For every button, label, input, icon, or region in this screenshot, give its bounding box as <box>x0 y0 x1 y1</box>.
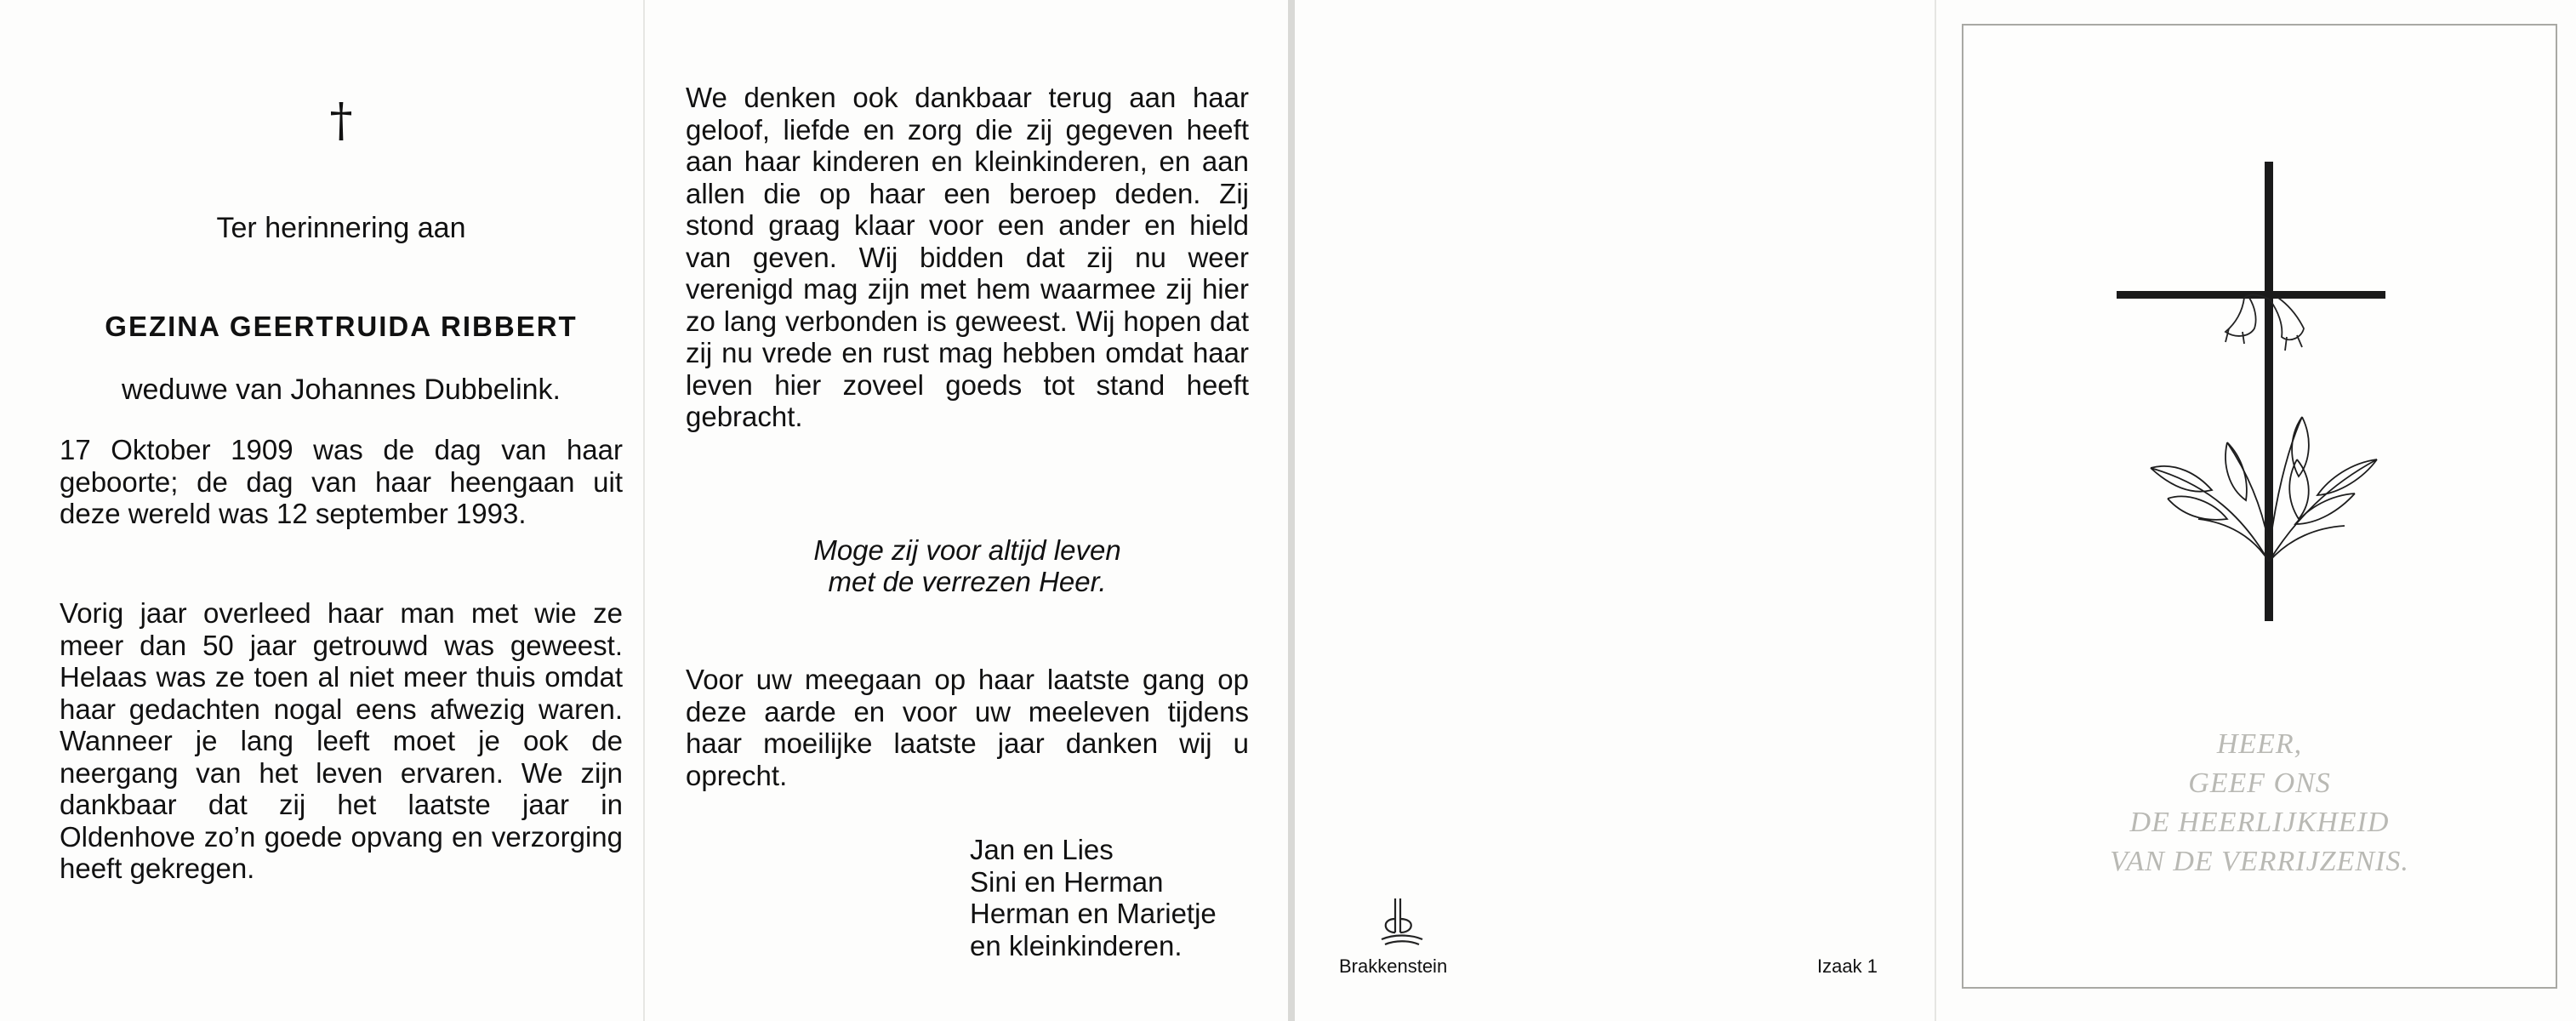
signatures <box>970 834 1217 961</box>
small-cross-icon: † <box>329 94 353 147</box>
deceased-name: GEZINA GEERTRUIDA RIBBERT <box>105 311 578 342</box>
signature-line: en kleinkinderen. <box>970 929 1183 961</box>
publisher-name: Brakkenstein <box>1339 955 1448 977</box>
verse-line: GEEF ONS <box>2188 767 2331 799</box>
birth-death-paragraph: 17 Oktober 1909 was de dag van haar geboorte; de dag van haar heengaan uit deze wereld was 12 september 1993. <box>60 434 623 529</box>
print-code: Izaak 1 <box>1817 955 1878 977</box>
signature-line: Herman en Marietje <box>970 898 1217 929</box>
signature-line: Jan en Lies <box>970 834 1114 865</box>
faith-paragraph: We denken ook dankbaar terug aan haar geloof, liefde en zorg die zij gegeven heeft aan haar kinderen en kleinkinderen, en aan allen die op haar een beroep deden. Zij stond graag klaar voor een ander en hield van geven. Wij bidden dat zij nu weer verenigd mag zijn met hem waarmee zij hier zo lang verbonden is geweest. Wij hopen dat zij nu vrede en rust mag hebben omdat haar leven hier zoveel goeds tot stand heeft gebracht. <box>686 82 1249 432</box>
fold-line <box>643 0 645 1021</box>
verse-line: DE HEERLIJKHEID <box>2129 807 2390 838</box>
outer-spread <box>1295 0 2576 1021</box>
leaves-icon <box>2151 417 2377 562</box>
brakkenstein-logo-icon <box>1376 895 1428 948</box>
intro-line: Ter herinnering aan <box>216 212 466 244</box>
life-paragraph: Vorig jaar overleed haar man met wie ze meer dan 50 jaar getrouwd was geweest. Helaas was ze toen al niet meer thuis omdat haar gedachten nogal eens afwezig waren. Wanneer je lang leeft moet je ook de neergang van het leven ervaren. We zijn dankbaar dat zij het laatste jaar in Oldenhove zo’n goede opvang en verzorging heeft gekregen. <box>60 597 623 884</box>
front-cover <box>1962 24 2557 989</box>
verse-line: HEER, <box>2216 728 2303 760</box>
widow-line: weduwe van Johannes Dubbelink. <box>121 374 561 406</box>
quote-line-1: Moge zij voor altijd leven <box>813 534 1121 566</box>
fold-line <box>1935 0 1936 1021</box>
cover-verse <box>1963 725 2556 881</box>
quote-line-2: met de verrezen Heer. <box>828 566 1107 597</box>
verse-line: VAN DE VERRIJZENIS. <box>2110 846 2409 877</box>
thanks-paragraph: Voor uw meegaan op haar laatste gang op deze aarde en voor uw meeleven tijdens haar moeilijke laatste jaar danken wij u oprecht. <box>686 664 1249 791</box>
cross-with-flowers-illustration <box>2117 162 2406 655</box>
signature-line: Sini en Herman <box>970 865 1164 898</box>
